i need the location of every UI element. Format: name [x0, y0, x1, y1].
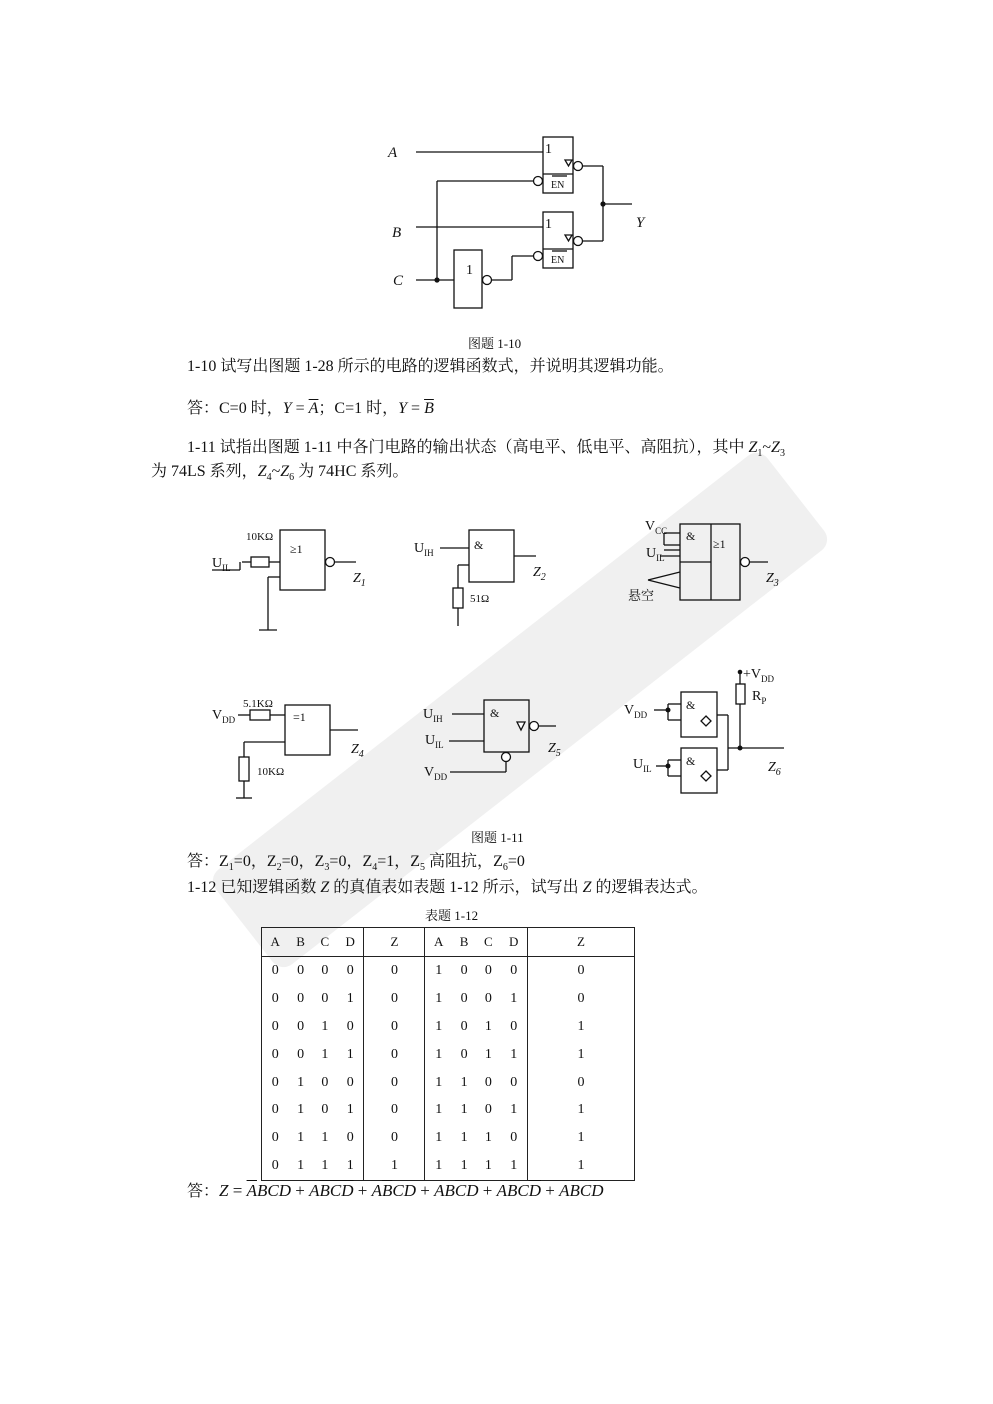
term-variable: D: [591, 1181, 604, 1200]
c4-gate: =1: [293, 710, 306, 724]
ans111-z3: Z: [314, 853, 325, 870]
c6-rp: $R_P$: [752, 689, 767, 706]
q111-z1-sub: 1: [757, 448, 763, 460]
table-cell: 1: [425, 957, 452, 985]
th-d2: D: [500, 928, 527, 957]
ans111-z6: Z: [493, 853, 503, 870]
table-cell: 1: [297, 1158, 305, 1174]
question-1-10: 1-10 试写出图题 1-28 所示的电路的逻辑函数式，并说明其逻辑功能。: [187, 358, 674, 375]
th-b2: B: [452, 928, 476, 957]
table-cell: 0: [460, 962, 468, 978]
q111-z6: Z: [280, 463, 290, 480]
term-variable: A: [309, 1181, 320, 1200]
term-variable: C: [392, 1181, 404, 1200]
q111-z6-sub: 6: [289, 472, 295, 484]
table-cell: 1: [425, 1152, 452, 1180]
table-cell: 0: [271, 1018, 279, 1034]
table-cell: 0: [364, 1096, 425, 1124]
table-cell: 0: [271, 1102, 279, 1118]
table-cell: 1: [425, 1013, 452, 1041]
table-cell: 0: [271, 1158, 279, 1174]
table-row: [262, 1013, 635, 1041]
q111-text-c: 为 74HC 系列。: [294, 463, 409, 480]
term-variable: B: [256, 1181, 268, 1200]
table-cell: 1: [510, 1046, 518, 1062]
ans112-z: Z: [219, 1181, 229, 1200]
term-variable: $\overline{A}$: [246, 1181, 257, 1200]
term-variable: A: [559, 1181, 570, 1200]
table-cell: 1: [528, 1041, 635, 1069]
table-cell: 1: [528, 1124, 635, 1152]
table-row: [262, 1041, 635, 1069]
q112-text-c: 的逻辑表达式。: [591, 879, 708, 896]
term-variable: $\overline{B}$: [381, 1181, 393, 1200]
ans111-z3-sub: 3: [324, 862, 330, 874]
table-cell: 0: [484, 1102, 492, 1118]
table-row: [262, 1069, 635, 1097]
c6-gate1: &: [686, 698, 696, 712]
table-cell: 0: [364, 1124, 425, 1152]
term-variable: $\overline{D}$: [528, 1181, 541, 1200]
ans111-z1-val: =0，: [233, 853, 267, 870]
c3-float: 悬空: [628, 588, 655, 603]
table-cell: 1: [346, 1046, 354, 1062]
ans111-z3-val: =0，: [329, 853, 363, 870]
c3-out: $Z_3$: [766, 571, 779, 589]
q111-tilde2: ~: [271, 463, 281, 480]
th-z2: Z: [528, 928, 635, 957]
table-cell: 1: [510, 1158, 518, 1174]
table-cell: 1: [460, 1130, 468, 1146]
c6-uil: $U_{IL}$: [633, 757, 652, 774]
gate1-en: EN: [551, 180, 565, 191]
table-cell: 0: [364, 1041, 425, 1069]
ans111-z2-sub: 2: [276, 862, 282, 874]
truth-table-body: [262, 957, 635, 1181]
truth-table-header: [262, 928, 635, 957]
ans111-z1-sub: 1: [228, 862, 234, 874]
q112-text-a: 1-12 已知逻辑函数: [187, 879, 321, 896]
c4-out: $Z_4$: [351, 742, 364, 760]
answer-1-10-y1: Y: [282, 400, 292, 417]
gate1-symbol: 1: [545, 142, 552, 157]
c5-uih: $U_{IH}$: [423, 707, 443, 724]
term-variable: B: [444, 1181, 455, 1200]
table-cell: 0: [460, 1046, 468, 1062]
ans111-z4-sub: 4: [372, 862, 378, 874]
table-cell: 0: [297, 1046, 305, 1062]
label-y: Y: [636, 215, 645, 231]
answer-1-11: [187, 852, 525, 878]
table-cell: 0: [484, 990, 492, 1006]
plus-sign: +: [353, 1181, 372, 1200]
label-b: B: [392, 225, 402, 241]
table-cell: 0: [346, 1018, 354, 1034]
c1-gate: ≥1: [290, 542, 303, 556]
table-cell: 1: [484, 1018, 492, 1034]
ans111-z6-sub: 6: [502, 862, 508, 874]
table-row: [262, 1124, 635, 1152]
table-cell: 0: [321, 962, 329, 978]
table-cell: 0: [364, 1013, 425, 1041]
c3-uil: $U_{IL}$: [646, 546, 665, 563]
table-cell: 1: [364, 1152, 425, 1180]
table-cell: 0: [364, 1069, 425, 1097]
label-c: C: [393, 273, 404, 289]
th-z1: Z: [364, 928, 425, 957]
table-cell: 0: [460, 1018, 468, 1034]
term-variable: C: [267, 1181, 279, 1200]
table-cell: 1: [460, 1158, 468, 1174]
th-c1: C: [313, 928, 337, 957]
truth-table: [261, 927, 635, 1181]
table-cell: 0: [510, 1074, 518, 1090]
ans111-z4: Z: [362, 853, 373, 870]
answer-1-10-y2: Y: [398, 400, 408, 417]
term-variable: D: [278, 1181, 291, 1200]
c6-gate2: &: [686, 754, 696, 768]
table-cell: 0: [528, 985, 635, 1013]
table-cell: 0: [321, 1102, 329, 1118]
ans111-z5-val: 高阻抗，: [425, 853, 494, 870]
th-a1: A: [262, 928, 289, 957]
term-variable: $\overline{D}$: [466, 1181, 479, 1200]
plus-sign: +: [290, 1181, 310, 1200]
table-cell: 1: [321, 1130, 329, 1146]
table-cell: 1: [425, 1069, 452, 1097]
table-cell: 1: [528, 1152, 635, 1180]
ans112-terms: [247, 1181, 604, 1200]
term-variable: $\overline{C}$: [454, 1181, 467, 1200]
ans111-z5: Z: [410, 853, 421, 870]
ans111-z2-val: =0，: [281, 853, 315, 870]
table-cell: 0: [271, 1074, 279, 1090]
table-cell: 1: [346, 1158, 354, 1174]
ans111-z6-val: =0: [507, 853, 525, 870]
th-c2: C: [476, 928, 500, 957]
table-cell: 1: [346, 990, 354, 1006]
table-cell: 0: [346, 962, 354, 978]
term-variable: A: [496, 1181, 507, 1200]
table-cell: 0: [346, 1074, 354, 1090]
c2-out: $Z_2$: [533, 565, 546, 583]
label-a: A: [388, 145, 398, 161]
table-cell: 1: [321, 1046, 329, 1062]
table-cell: 0: [528, 1069, 635, 1097]
table-row: [262, 957, 635, 985]
table-cell: 0: [321, 1074, 329, 1090]
term-variable: $\overline{B}$: [319, 1181, 330, 1200]
q112-z1: Z: [320, 879, 330, 896]
table-cell: 1: [484, 1130, 492, 1146]
inverter-symbol: 1: [466, 263, 473, 278]
c3-gate-or: ≥1: [713, 537, 726, 551]
table-cell: 0: [321, 990, 329, 1006]
table-cell: 1: [510, 1102, 518, 1118]
table-cell: 0: [297, 990, 305, 1006]
table-cell: 1: [346, 1102, 354, 1118]
c1-res: 10KΩ: [246, 531, 274, 543]
c4-vdd: $V_{DD}$: [212, 708, 236, 725]
term-variable: B: [506, 1181, 518, 1200]
table-cell: 0: [271, 990, 279, 1006]
ans112-eq: =: [228, 1181, 247, 1200]
term-variable: C: [517, 1181, 529, 1200]
ans111-z2: Z: [266, 853, 277, 870]
term-variable: B: [569, 1181, 580, 1200]
table-cell: 0: [346, 1130, 354, 1146]
table-cell: 0: [364, 985, 425, 1013]
table-cell: 1: [484, 1046, 492, 1062]
answer-1-10-mid: ；C=1 时，: [318, 400, 399, 417]
table-cell: 0: [297, 962, 305, 978]
question-1-12: [187, 878, 708, 898]
table-cell: 1: [510, 990, 518, 1006]
th-b1: B: [289, 928, 313, 957]
term-variable: C: [579, 1181, 592, 1200]
answer-1-10-a-bar: $\overline{A}$: [308, 400, 319, 417]
table-cell: 0: [271, 1046, 279, 1062]
figure-1-10-caption: 图题 1-10: [468, 336, 522, 351]
term-variable: A: [434, 1181, 445, 1200]
c6-vdd-top: $+V_{DD}$: [743, 667, 775, 684]
c5-uil: $U_{IL}$: [425, 733, 444, 750]
c6-vdd: $V_{DD}$: [624, 703, 648, 720]
q111-text-b: 为 74LS 系列，: [151, 463, 258, 480]
ans111-z5-sub: 5: [420, 862, 426, 874]
table-row: [262, 1096, 635, 1124]
gate2-en: EN: [551, 255, 565, 266]
figure-1-11-caption: 图题 1-11: [471, 830, 524, 845]
table-cell: 0: [510, 1018, 518, 1034]
gate2-symbol: 1: [545, 217, 552, 232]
table-cell: 1: [321, 1158, 329, 1174]
table-cell: 0: [484, 1074, 492, 1090]
table-cell: 0: [460, 990, 468, 1006]
plus-sign: +: [478, 1181, 497, 1200]
table-cell: 1: [528, 1013, 635, 1041]
c5-out: $Z_5$: [548, 741, 561, 759]
table-cell: 1: [321, 1018, 329, 1034]
table-cell: 1: [425, 1124, 452, 1152]
c2-gate: &: [474, 538, 484, 552]
c2-in: $U_{IH}$: [414, 541, 434, 558]
c2-res: 51Ω: [470, 593, 490, 605]
answer-1-10-b-bar: $\overline{B}$: [424, 400, 434, 417]
ans111-z4-val: =1，: [377, 853, 411, 870]
ans111-z1: Z: [219, 853, 229, 870]
q111-z3-sub: 3: [779, 448, 785, 460]
c3-vcc: $V_{CC}$: [645, 519, 668, 536]
q112-z2: Z: [582, 879, 592, 896]
q111-z4: Z: [257, 463, 267, 480]
q111-z1: Z: [748, 439, 758, 456]
table-cell: 1: [297, 1130, 305, 1146]
table-cell: 0: [510, 1130, 518, 1146]
c4-res2: 10KΩ: [257, 766, 285, 778]
ans111-prefix: 答：: [187, 853, 220, 870]
q111-z4-sub: 4: [266, 472, 272, 484]
table-cell: 1: [460, 1074, 468, 1090]
c1-out: $Z_1$: [353, 571, 366, 589]
table-cell: 1: [297, 1074, 305, 1090]
c4-res1: 5.1KΩ: [243, 698, 273, 710]
ans112-prefix: 答：: [187, 1183, 220, 1200]
c1-in: $U_{IL}$: [212, 556, 231, 573]
table-cell: 1: [425, 985, 452, 1013]
table-row: [262, 985, 635, 1013]
c5-vdd: $V_{DD}$: [424, 765, 448, 782]
plus-sign: +: [415, 1181, 435, 1200]
table-cell: 0: [271, 962, 279, 978]
answer-1-10-prefix: 答：C=0 时，: [187, 400, 283, 417]
q111-z3: Z: [771, 439, 780, 456]
term-variable: D: [403, 1181, 416, 1200]
table-row: [262, 1152, 635, 1180]
c5-gate: &: [490, 706, 500, 720]
q111-text-a: 1-11 试指出图题 1-11 中各门电路的输出状态（高电平、低电平、高阻抗），其中: [187, 439, 749, 456]
plus-sign: +: [540, 1181, 560, 1200]
table-cell: 1: [484, 1158, 492, 1174]
table-cell: 1: [528, 1096, 635, 1124]
th-d1: D: [337, 928, 364, 957]
answer-1-10-eq1: =: [291, 400, 309, 417]
term-variable: $\overline{C}$: [329, 1181, 342, 1200]
table-cell: 1: [425, 1096, 452, 1124]
table-cell: 1: [297, 1102, 305, 1118]
th-a2: A: [425, 928, 452, 957]
table-cell: 0: [271, 1130, 279, 1146]
table-cell: 0: [528, 957, 635, 985]
table-cell: 0: [484, 962, 492, 978]
term-variable: $\overline{D}$: [341, 1181, 354, 1200]
answer-1-10-eq2: =: [407, 400, 425, 417]
table-cell: 1: [425, 1041, 452, 1069]
term-variable: A: [371, 1181, 382, 1200]
table-1-12-caption: 表题 1-12: [425, 908, 479, 923]
c3-gate-and: &: [686, 529, 696, 543]
q111-tilde1: ~: [762, 439, 772, 456]
q112-text-b: 的真值表如表题 1-12 所示，试写出: [329, 879, 583, 896]
table-cell: 0: [510, 962, 518, 978]
answer-1-12: [187, 1181, 603, 1202]
table-cell: 0: [364, 957, 425, 985]
table-cell: 0: [297, 1018, 305, 1034]
c6-out: $Z_6$: [768, 760, 781, 778]
table-cell: 1: [460, 1102, 468, 1118]
